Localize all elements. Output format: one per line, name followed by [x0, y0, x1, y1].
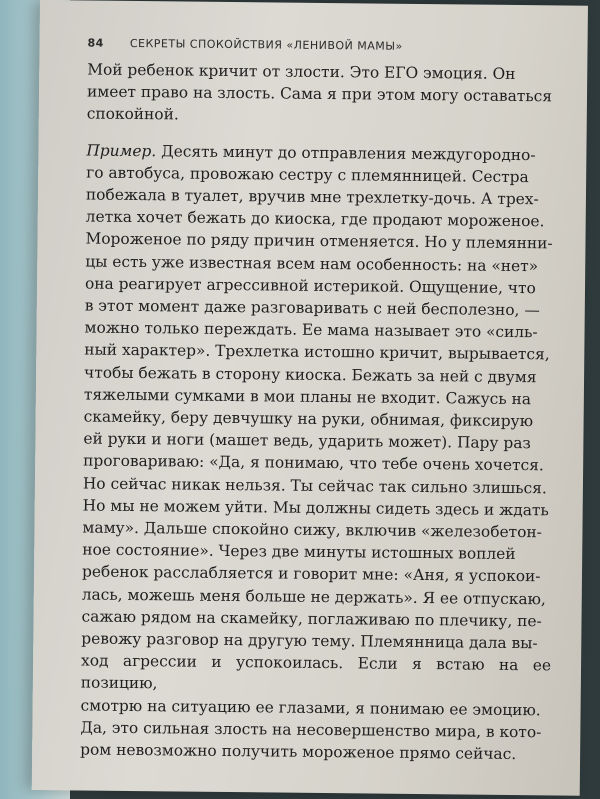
text-line: в этот момент даже разговаривать с ней бесполезно, —	[84, 296, 540, 320]
text-line: ребенок расслабляется и говорит мне: «Аня, я успокои-	[81, 562, 541, 586]
text-line: го автобуса, провожаю сестру с племянницей. Сестра	[86, 163, 529, 186]
text-line: маму». Дальше спокойно сижу, включив «железобетон-	[82, 518, 542, 542]
text-line: летка хочет бежать до киоска, где продают мороженое.	[85, 207, 545, 231]
text-line: имеет право на злость. Сама я при этом могу оставаться	[86, 82, 553, 106]
text-line: ход агрессии и успокоилась. Если я встаю на ее позицию,	[80, 651, 552, 693]
example-label: Пример.	[86, 141, 157, 160]
text-line: ный характер». Трехлетка истошно кричит, вырывается,	[84, 340, 550, 364]
text-line: Но мы не можем уйти. Мы должны сидеть здесь и ждать	[82, 496, 549, 520]
text-line: сажаю рядом на скамейку, поглаживаю по плечику, пе-	[81, 607, 542, 631]
text-line: смотрю на ситуацию ее глазами, я понимаю ее эмоцию.	[80, 696, 541, 719]
text-line: ное состояние». Через две минуты истошных воплей	[82, 540, 516, 564]
page-header	[87, 37, 557, 55]
page-number: 84	[87, 36, 104, 50]
text-line: спокойной.	[86, 104, 179, 124]
text-line: ревожу разговор на другую тему. Племянница дала вы-	[81, 629, 538, 653]
paragraph-1	[87, 58, 558, 130]
text-line-rest: Десять минут до отправления междугородно-	[156, 141, 536, 164]
text-line: побежала в туалет, вручив мне трехлетку-дочь. А трех-	[85, 185, 539, 209]
text-line: скамейку, беру девчушку на руки, обнимая, фиксирую	[83, 407, 534, 431]
text-line: она реагирует агрессивной истерикой. Ощущение, что	[84, 274, 536, 298]
text-line: чтобы бежать в сторону киоска. Бежать за ней с двумя	[84, 363, 537, 386]
paragraph-2	[80, 139, 556, 766]
text-line: тяжелыми сумками в мои планы не входит. Сажусь на	[83, 385, 532, 409]
book-page	[32, 0, 588, 796]
text-line: можно только переждать. Ее мама называет это «силь-	[84, 318, 538, 342]
text-line: Но сейчас никак нельзя. Ты сейчас так сильно злишься.	[82, 474, 547, 497]
text-line: лась, можешь меня больше не держать». Я ее отпускаю,	[81, 585, 546, 609]
text-line: Да, это сильная злость на несовершенство мира, в кото-	[80, 718, 542, 742]
text-line: Мороженое по ряду причин отменяется. Но у племянни-	[85, 229, 553, 253]
text-line: цы есть уже известная всем нам особенность: на «нет»	[85, 252, 539, 275]
text-line: Мой ребенок кричит от злости. Это ЕГО эмоция. Он	[87, 60, 516, 83]
text-line: проговариваю: «Да, я понимаю, что тебе очень хочется.	[83, 451, 544, 475]
text-line: ей руки и ноги (машет ведь, ударить может). Пару раз	[83, 429, 531, 453]
running-title: СЕКРЕТЫ СПОКОЙСТВИЯ «ЛЕНИВОЙ МАМЫ»	[129, 36, 403, 53]
text-line: ром невозможно получить мороженое прямо сейчас.	[80, 740, 517, 764]
page-body	[80, 58, 557, 765]
